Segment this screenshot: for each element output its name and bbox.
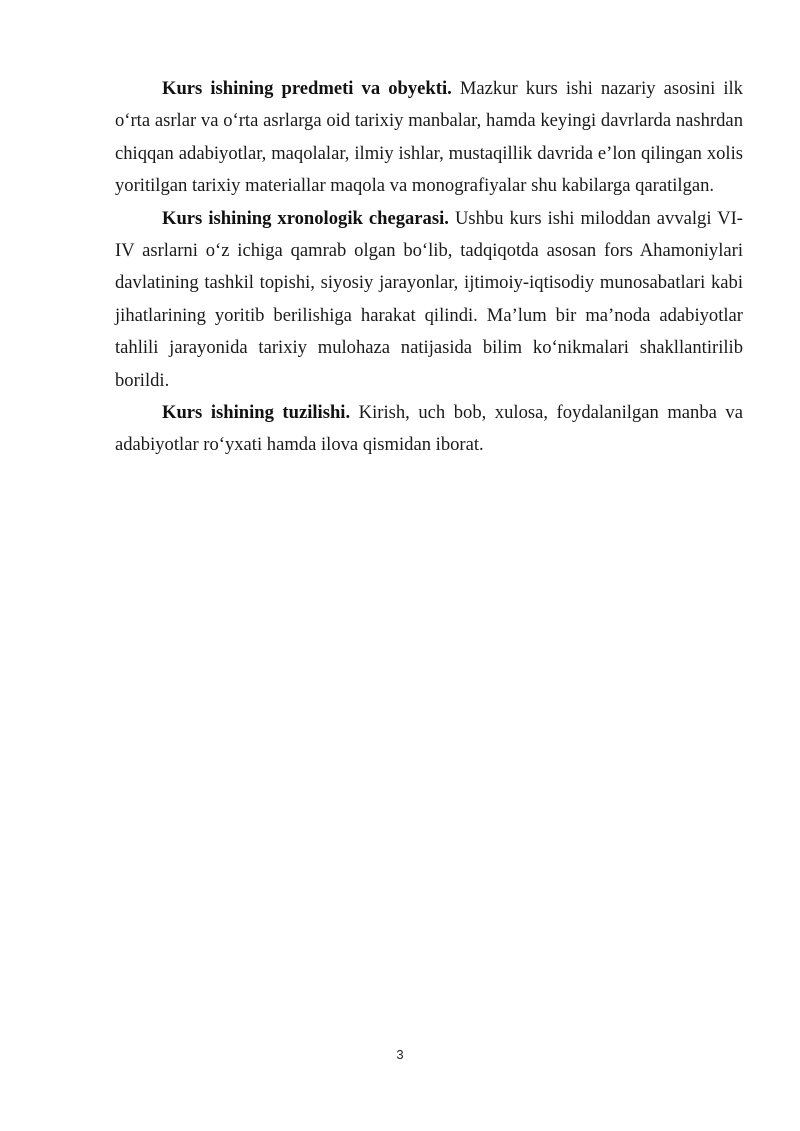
paragraph-text-structure: Kirish, uch bob, xulosa, foydalanilgan manba va adabiyotlar ro‘yxati hamda ilova qismidan iborat. <box>115 402 743 456</box>
paragraph-text-chronology: Ushbu kurs ishi miloddan avvalgi VI-IV asrlarni o‘z ichiga qamrab olgan bo‘lib, tadqiqotda asosan fors Ahamoniylari davlatining tashkil topishi, siyosiy jarayonlar, ijtimoiy-iqtisodiy munosabatlari kabi jihatlarining yoritib berilishiga harakat qilindi. Ma’lum bir ma’noda adabiyotlar tahlili jarayonida tarixiy mulohaza natijasida bilim ko‘nikmalari shakllantirilib borildi. <box>115 207 744 391</box>
paragraph-structure <box>115 397 743 462</box>
paragraph-heading-structure: Kurs ishining tuzilishi. <box>162 402 351 424</box>
paragraph-heading-chronology: Kurs ishining xronologik chegarasi. <box>162 207 449 229</box>
document-body <box>115 73 743 462</box>
page-number: 3 <box>396 1047 404 1062</box>
paragraph-subject-object <box>115 73 743 203</box>
paragraph-heading-subject-object: Kurs ishining predmeti va obyekti. <box>162 78 452 99</box>
paragraph-text-subject-object: Mazkur kurs ishi nazariy asosini ilk o‘rta asrlar va o‘rta asrlarga oid tarixiy manbalar, hamda keyingi davrlarda nashrdan chiqqan adabiyotlar, maqolalar, ilmiy ishlar, mustaqillik davrida e’lon qilingan xolis yoritilgan tarixiy materiallar maqola va monografiyalar shu kabilarga qaratilgan. <box>115 78 743 197</box>
paragraph-chronology <box>115 203 743 397</box>
